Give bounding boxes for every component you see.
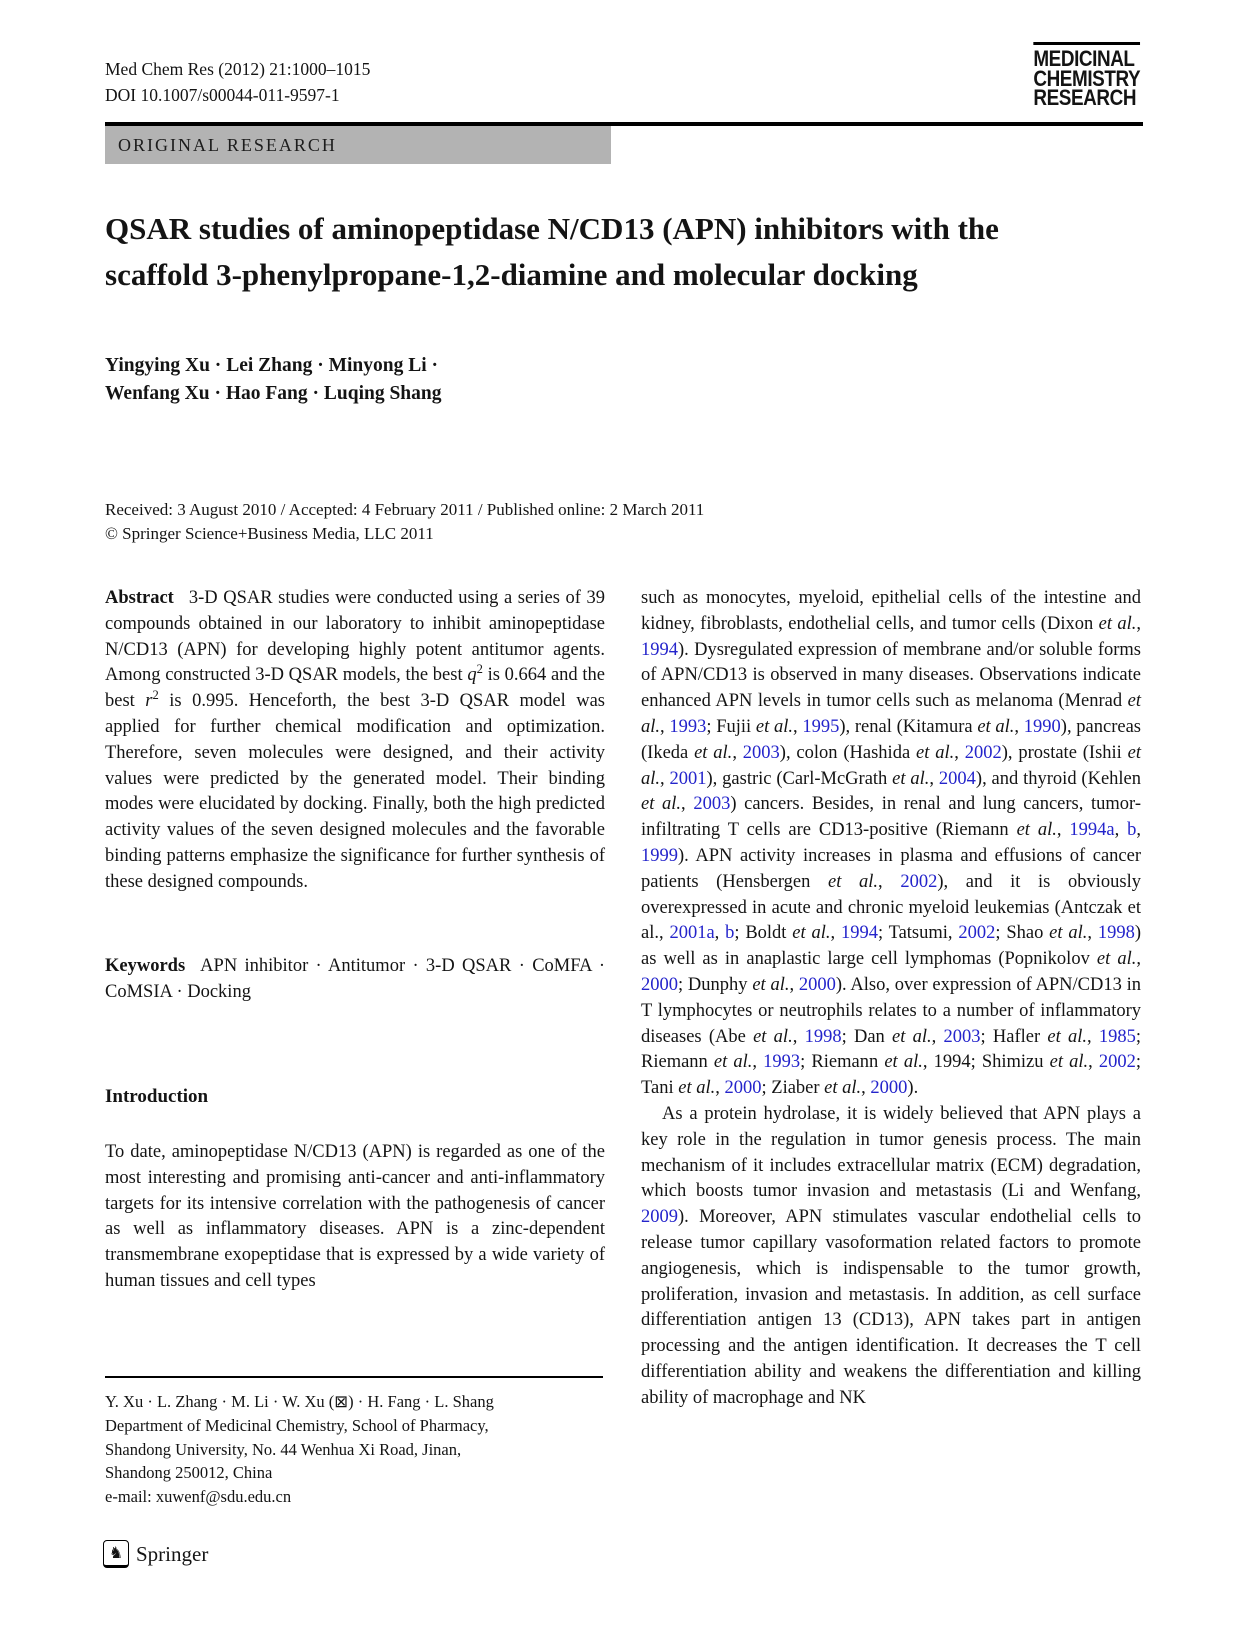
page-title: QSAR studies of aminopeptidase N/CD13 (APN) inhibitors with the scaffold 3-phenylpropane-1,2-diamine and molecular docking <box>105 211 999 292</box>
citation-link[interactable]: 1998 <box>804 1026 842 1047</box>
introduction-paragraph: To date, aminopeptidase N/CD13 (APN) is regarded as one of the most interesting and promising anti-cancer and anti-inflammatory targets for its intensive correlation with the pathogenesis of cancer as well as inflammatory diseases. APN is a zinc-dependent transmembrane exopeptidase that is expressed by a wide variety of human tissues and cell types <box>105 1142 605 1291</box>
citation-link[interactable]: 2002 <box>958 923 996 944</box>
citation-link[interactable]: 1994 <box>840 923 878 944</box>
article-type-badge <box>105 126 611 164</box>
section-heading-introduction: Introduction <box>105 1086 209 1107</box>
citation-link[interactable]: 1990 <box>1023 716 1061 737</box>
citation-link[interactable]: b <box>725 923 735 944</box>
journal-logo-line: MEDICINAL <box>1033 46 1135 71</box>
header-meta <box>105 56 370 108</box>
citation-link[interactable]: 2000 <box>724 1078 762 1099</box>
citation-link[interactable]: 2001 <box>669 768 707 789</box>
authors-line: Yingying Xu · Lei Zhang · Minyong Li · <box>105 355 439 376</box>
footnote-line: Shandong University, No. 44 Wenhua Xi Road, Jinan, <box>105 1439 462 1459</box>
copyright-line: © Springer Science+Business Media, LLC 2011 <box>105 523 434 543</box>
body-paragraph: such as monocytes, myeloid, epithelial cells of the intestine and kidney, fibroblasts, endothelial cells, and tumor cells (Dixon et al., 1994). Dysregulated expression of membrane and/or soluble forms of APN/CD13 is observed in many diseases. Observations indicate enhanced APN levels in tumor cells such as melanoma (Menrad et al., 1993; Fujii et al., 1995), renal (Kitamura et al., 1990), pancreas (Ikeda et al., 2003), colon (Hashida et al., 2002), prostate (Ishii et al., 2001), gastric (Carl-McGrath et al., 2004), and thyroid (Kehlen et al., 2003) cancers. Besides, in renal and lung cancers, tumor-infiltrating T cells are CD13-positive (Riemann et al., 1994a, b, 1999). APN activity increases in plasma and effusions of cancer patients (Hensbergen et al., 2002), and it is obviously overexpressed in acute and chronic myeloid leukemias (Antczak et al., 2001a, b; Boldt et al., 1994; Tatsumi, 2002; Shao et al., 1998) as well as in anaplastic large cell lymphomas (Popnikolov et al., 2000; Dunphy et al., 2000). Also, over expression of APN/CD13 in T lymphocytes or neutrophils relates to a number of inflammatory diseases (Abe et al., 1998; Dan et al., 2003; Hafler et al., 1985; Riemann et al., 1993; Riemann et al., 1994; Shimizu et al., 2002; Tani et al., 2000; Ziaber et al., 2000). <box>641 588 1142 1099</box>
citation-link[interactable]: 1985 <box>1098 1026 1136 1047</box>
citation-link[interactable]: b <box>1127 820 1137 841</box>
abstract-text: 3-D QSAR studies were conducted using a series of 39 compounds obtained in our laboratory to inhibit aminopeptidase N/CD13 (APN) for developing highly potent antitumor agents. Among constructed 3-D QSAR models, the best $q^2$ is 0.664 and the best $r^2$ is 0.995. Henceforth, the best 3-D QSAR model was applied for further chemical modification and optimization. Therefore, seven molecules were designed, and their activity values were predicted by the generated model. Their binding modes were elucidated by docking. Finally, both the high predicted activity values of the seven designed molecules and the favorable binding patterns emphasize the significance for further synthesis of these designed compounds. <box>105 588 605 892</box>
footnote-email-line: e-mail: xuwenf@sdu.edu.cn <box>105 1487 292 1507</box>
doi-line: DOI 10.1007/s00044-011-9597-1 <box>105 85 340 105</box>
body-paragraph: As a protein hydrolase, it is widely believed that APN plays a key role in the regulation in tumor genesis process. The main mechanism of it includes extracellular matrix (ECM) degradation, which boosts tumor invasion and metastasis (Li and Wenfang, 2009). Moreover, APN stimulates vascular endothelial cells to release tumor capillary vasoformation related factors to promote angiogenesis, which is indispensable to the tumor growth, proliferation, invasion and metastasis. In addition, as cell surface differentiation antigen 13 (CD13), APN takes part in antigen processing and the antigen identification. It decreases the T cell differentiation ability and weakens the differentiation and killing ability of macrophage and NK <box>641 1103 1141 1408</box>
abstract-section <box>105 586 605 896</box>
citation-link[interactable]: 2000 <box>798 974 836 995</box>
keywords-text: APN inhibitor · Antitumor · 3-D QSAR · CoMFA · CoMSIA · Docking <box>105 956 605 1002</box>
abstract-label: Abstract <box>105 588 174 608</box>
citation-link[interactable]: 1993 <box>669 716 707 737</box>
footnote-line: Department of Medicinal Chemistry, School of Pharmacy, <box>105 1415 489 1435</box>
keywords-section <box>105 954 605 1006</box>
right-column <box>641 586 1141 1412</box>
citation-link[interactable]: 1994a <box>1069 820 1115 841</box>
citation-link[interactable]: 1993 <box>763 1052 801 1073</box>
citation-link[interactable]: 2001a <box>669 923 715 944</box>
citation-link[interactable]: 2003 <box>943 1026 981 1047</box>
footnote-line: Y. Xu · L. Zhang · M. Li · W. Xu (⊠) · H. Fang · L. Shang <box>105 1392 494 1411</box>
authors <box>105 352 442 408</box>
citation-link[interactable]: 2004 <box>938 768 976 789</box>
journal-logo-line: RESEARCH <box>1033 85 1136 110</box>
citation-link[interactable]: 2000 <box>870 1078 908 1099</box>
received-line: Received: 3 August 2010 / Accepted: 4 February 2011 / Published online: 2 March 2011 <box>105 500 705 519</box>
springer-knight-icon: ♞ <box>103 1540 129 1568</box>
citation-link[interactable]: 2003 <box>742 742 780 763</box>
citation-link[interactable]: 1998 <box>1097 923 1135 944</box>
footnote-divider-rule <box>105 1376 603 1378</box>
keywords-label: Keywords <box>105 956 186 976</box>
springer-logo <box>103 1540 208 1568</box>
citation-link[interactable]: 1995 <box>802 716 840 737</box>
publication-dates <box>105 498 704 545</box>
citation-link[interactable]: 2002 <box>900 871 938 892</box>
citation-link[interactable]: 2002 <box>964 742 1002 763</box>
correspondence-footnote <box>105 1390 605 1509</box>
citation-link[interactable]: 2000 <box>641 974 678 995</box>
footnote-line: Shandong 250012, China <box>105 1463 273 1483</box>
publisher-name: Springer <box>136 1541 209 1566</box>
citation-link[interactable]: 2003 <box>693 794 731 815</box>
journal-citation: Med Chem Res (2012) 21:1000–1015 <box>105 59 371 79</box>
citation-link[interactable]: 1999 <box>641 845 678 866</box>
citation-link[interactable]: 2002 <box>1098 1052 1136 1073</box>
citation-link[interactable]: 1994 <box>641 639 678 660</box>
journal-logo <box>1033 42 1140 108</box>
article-type-label: ORIGINAL RESEARCH <box>118 134 337 155</box>
citation-link[interactable]: 2009 <box>641 1207 678 1228</box>
journal-logo-line: CHEMISTRY <box>1033 65 1140 91</box>
authors-line: Wenfang Xu · Hao Fang · Luqing Shang <box>105 383 442 404</box>
